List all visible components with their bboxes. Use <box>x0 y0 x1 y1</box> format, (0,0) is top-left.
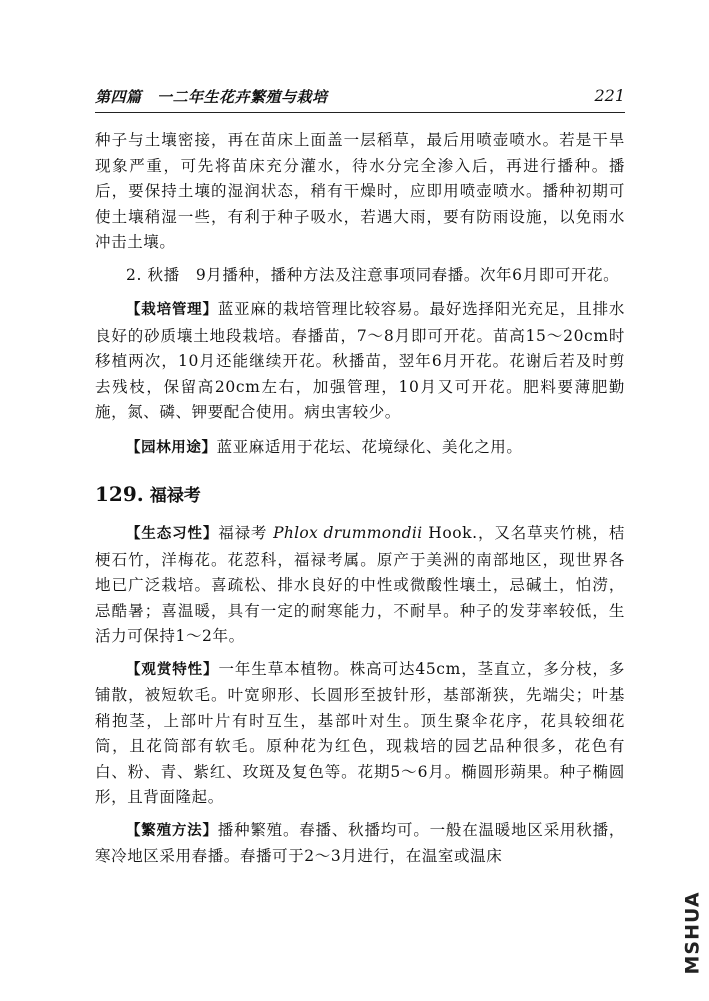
garden-use-label: 【园林用途】 <box>126 439 217 456</box>
latin-name: Phlox drummondii <box>273 524 423 542</box>
paragraph-ornamental <box>95 657 625 811</box>
garden-use-text: 蓝亚麻适用于花坛、花境绿化、美化之用。 <box>216 437 523 456</box>
paragraph-sowing-continued: 种子与土壤密接，再在苗床上面盖一层稻草，最后用喷壶喷水。若是干旱现象严重，可先将苗床充分灌水，待水分完全渗入后，再进行播种。播后，要保持土壤的湿润状态，稍有干燥时，应即用喷壶喷水。播种初期可使土壤稍湿一些，有利于种子吸水，若遇大雨，要有防雨设施，以免雨水冲击土壤。 <box>95 131 625 251</box>
propagation-label: 【繁殖方法】 <box>126 822 218 839</box>
propagation-text: 播种繁殖。春播、秋播均可。一般在温暖地区采用秋播，寒冷地区采用春播。春播可于2～3月进行，在温室或温床 <box>95 820 625 865</box>
paragraph-propagation <box>95 818 625 870</box>
chapter-title: 第四篇 一二年生花卉繁殖与栽培 <box>95 88 328 106</box>
watermark <box>683 873 703 993</box>
section-heading <box>95 479 625 509</box>
ornamental-text: 一年生草本植物。株高可达45cm，茎直立，多分枝，多铺散，被短软毛。叶宽卵形、长圆形至披针形，基部渐狭，先端尖；叶基稍抱茎，上部叶片有时互生，基部叶对生。顶生聚伞花序，花具较细花筒，且花筒部有软毛。原种花为红色，现栽培的园艺品种很多，花色有白、粉、青、紫红、玫斑及复色等。花期5～6月。椭圆形蒴果。种子椭圆形，且背面隆起。 <box>95 659 625 806</box>
section-number: 129. <box>95 482 144 506</box>
ornamental-label: 【观赏特性】 <box>126 661 219 678</box>
running-header <box>95 86 625 110</box>
cultivation-text: 蓝亚麻的栽培管理比较容易。最好选择阳光充足，且排水良好的砂质壤土地段栽培。春播苗，7～8月即可开花。苗高15～20cm时移植两次，10月还能继续开花。秋播苗，翌年6月开花。花谢后若及时剪去残枝，保留高20cm左右，加强管理，10月又可开花。肥料要薄肥勤施，氮、磷、钾要配合使用。病虫害较少。 <box>95 300 625 421</box>
header-rule <box>95 112 625 113</box>
paragraph-ecology <box>95 521 625 650</box>
cultivation-label: 【栽培管理】 <box>126 302 218 318</box>
section-name: 福禄考 <box>149 486 201 506</box>
paragraph-cultivation <box>95 297 625 426</box>
paragraph-autumn-sowing: 2. 秋播 9月播种，播种方法及注意事项同春播。次年6月即可开花。 <box>126 265 620 284</box>
page-body <box>95 128 625 870</box>
watermark-text: MSHUA <box>682 891 705 975</box>
ecology-text-after: Hook.，又名草夹竹桃，桔梗石竹，洋梅花。花荵科，福禄考属。原产于美洲的南部地区，现世界各地已广泛栽培。喜疏松、排水良好的中性或微酸性壤土，忌碱土，怕涝，忌酷暑；喜温暖，具有一定的耐寒能力，不耐旱。种子的发芽率较低，生活力可保持1～2年。 <box>95 524 625 645</box>
paragraph-garden-use <box>95 435 625 462</box>
ecology-label: 【生态习性】 <box>126 526 219 542</box>
page-number: 221 <box>594 86 625 105</box>
ecology-text-before: 福禄考 <box>218 524 268 542</box>
